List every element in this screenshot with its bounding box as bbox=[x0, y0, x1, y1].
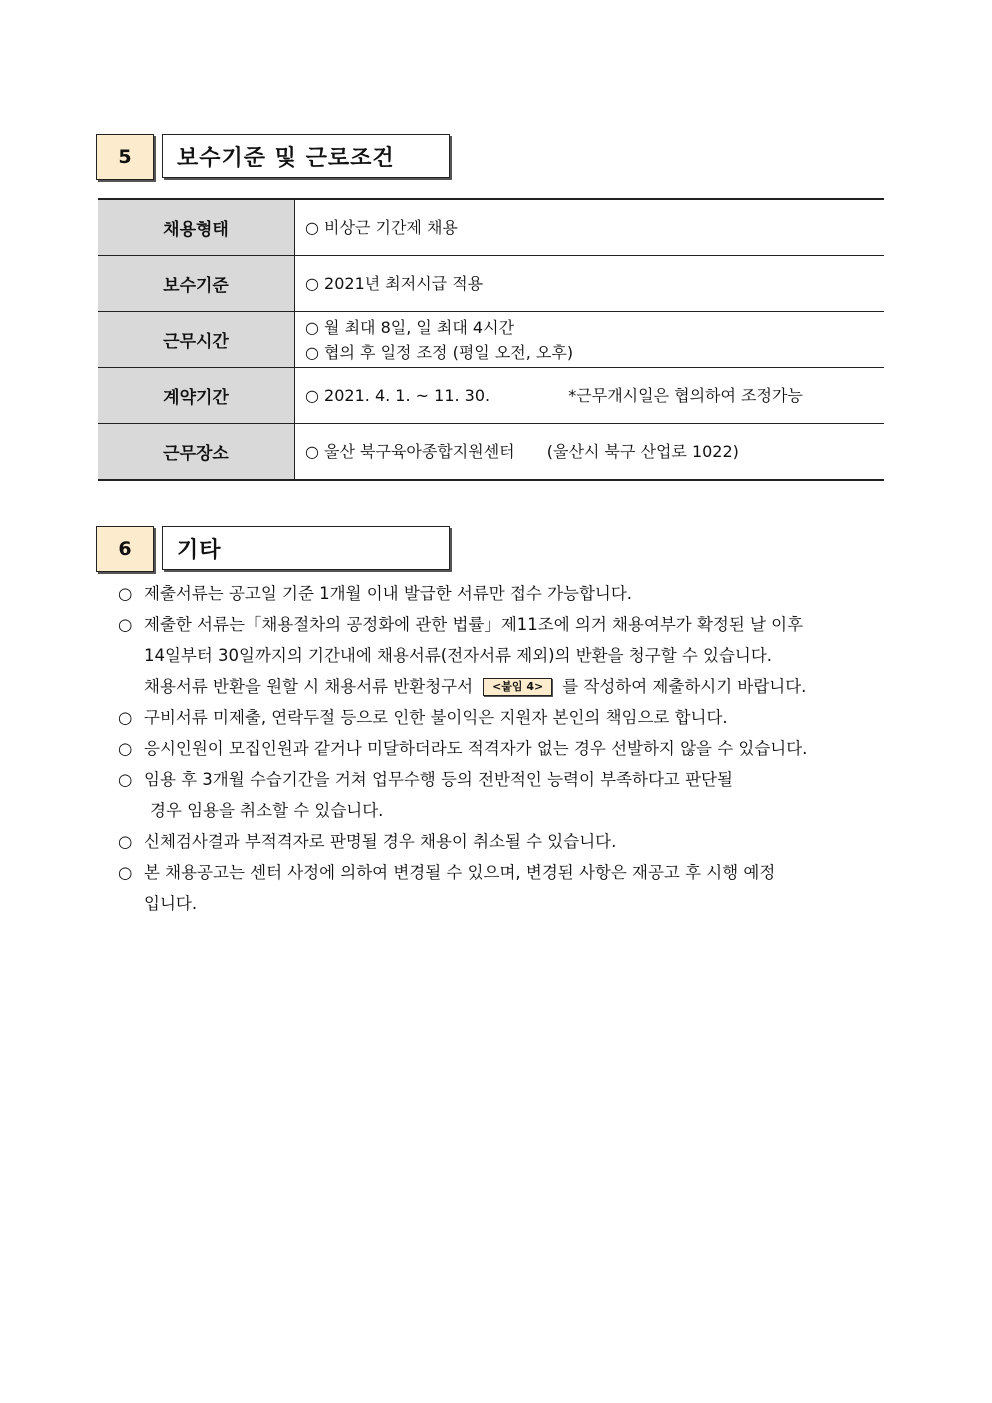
row-value-line: ○ 협의 후 일정 조정 (평일 오전, 오후) bbox=[305, 342, 574, 362]
list-item bbox=[118, 764, 908, 795]
bullet-icon: ○ bbox=[118, 770, 133, 789]
table-row bbox=[98, 199, 884, 256]
row-value bbox=[295, 368, 885, 424]
bullet-icon: ○ bbox=[118, 584, 133, 603]
row-value bbox=[295, 424, 885, 481]
bullet-icon: ○ bbox=[118, 708, 133, 727]
table-row bbox=[98, 256, 884, 312]
section-6-title: 기타 bbox=[162, 526, 450, 570]
table-row bbox=[98, 312, 884, 368]
row-note: *근무개시일은 협의하여 조정가능 bbox=[568, 386, 803, 405]
item-continuation: 입니다. bbox=[144, 894, 198, 913]
row-label: 근무장소 bbox=[98, 424, 295, 481]
notes-list bbox=[118, 578, 908, 919]
item-text: 채용서류 반환을 원할 시 채용서류 반환청구서 bbox=[144, 677, 474, 696]
item-text: 제출한 서류는「채용절차의 공정화에 관한 법률」제11조에 의거 채용여부가 확정된 날 이후 bbox=[144, 615, 804, 634]
bullet-icon: ○ bbox=[118, 832, 133, 851]
table-row bbox=[98, 424, 884, 481]
row-label: 보수기준 bbox=[98, 256, 295, 312]
row-label: 채용형태 bbox=[98, 199, 295, 256]
bullet-icon: ○ bbox=[118, 615, 133, 634]
row-label: 계약기간 bbox=[98, 368, 295, 424]
item-text: 구비서류 미제출, 연락두절 등으로 인한 불이익은 지원자 본인의 책임으로 합니다. bbox=[144, 708, 728, 727]
conditions-table bbox=[98, 198, 884, 481]
section-6-number: 6 bbox=[96, 526, 154, 572]
item-text: 임용 후 3개월 수습기간을 거쳐 업무수행 등의 전반적인 능력이 부족하다고 판단될 bbox=[144, 770, 733, 789]
item-text: 제출서류는 공고일 기준 1개월 이내 발급한 서류만 접수 가능합니다. bbox=[144, 584, 633, 603]
list-item bbox=[118, 609, 908, 640]
item-text: 응시인원이 모집인원과 같거나 미달하더라도 적격자가 없는 경우 선발하지 않을 수 있습니다. bbox=[144, 739, 808, 758]
row-value-line: ○ 울산 북구육아종합지원센터 bbox=[305, 442, 515, 461]
bullet-icon: ○ bbox=[118, 863, 133, 882]
list-item bbox=[118, 826, 908, 857]
item-text: 신체검사결과 부적격자로 판명될 경우 채용이 취소될 수 있습니다. bbox=[144, 832, 617, 851]
list-item bbox=[118, 857, 908, 888]
row-value: ○ 2021년 최저시급 적용 bbox=[295, 256, 885, 312]
table-row bbox=[98, 368, 884, 424]
list-item bbox=[118, 702, 908, 733]
row-value: ○ 비상근 기간제 채용 bbox=[295, 199, 885, 256]
row-label: 근무시간 bbox=[98, 312, 295, 368]
item-text: 를 작성하여 제출하시기 바랍니다. bbox=[562, 677, 807, 696]
item-text: 본 채용공고는 센터 사정에 의하여 변경될 수 있으며, 변경된 사항은 재공고 후 시행 예정 bbox=[144, 863, 776, 882]
item-continuation: 경우 임용을 취소할 수 있습니다. bbox=[150, 801, 384, 820]
list-item bbox=[118, 733, 908, 764]
section-5-number: 5 bbox=[96, 134, 154, 180]
item-continuation bbox=[118, 671, 908, 702]
item-continuation: 14일부터 30일까지의 기간내에 채용서류(전자서류 제외)의 반환을 청구할 수 있습니다. bbox=[144, 646, 773, 665]
row-value-line: ○ 월 최대 8일, 일 최대 4시간 bbox=[305, 317, 515, 337]
bullet-icon: ○ bbox=[118, 739, 133, 758]
attachment-badge: <붙임 4> bbox=[483, 678, 552, 696]
list-item bbox=[118, 578, 908, 609]
section-5-title: 보수기준 및 근로조건 bbox=[162, 134, 450, 178]
row-value-line: ○ 2021. 4. 1. ~ 11. 30. bbox=[305, 386, 491, 405]
row-note: (울산시 북구 산업로 1022) bbox=[546, 442, 739, 461]
row-value bbox=[295, 312, 885, 368]
